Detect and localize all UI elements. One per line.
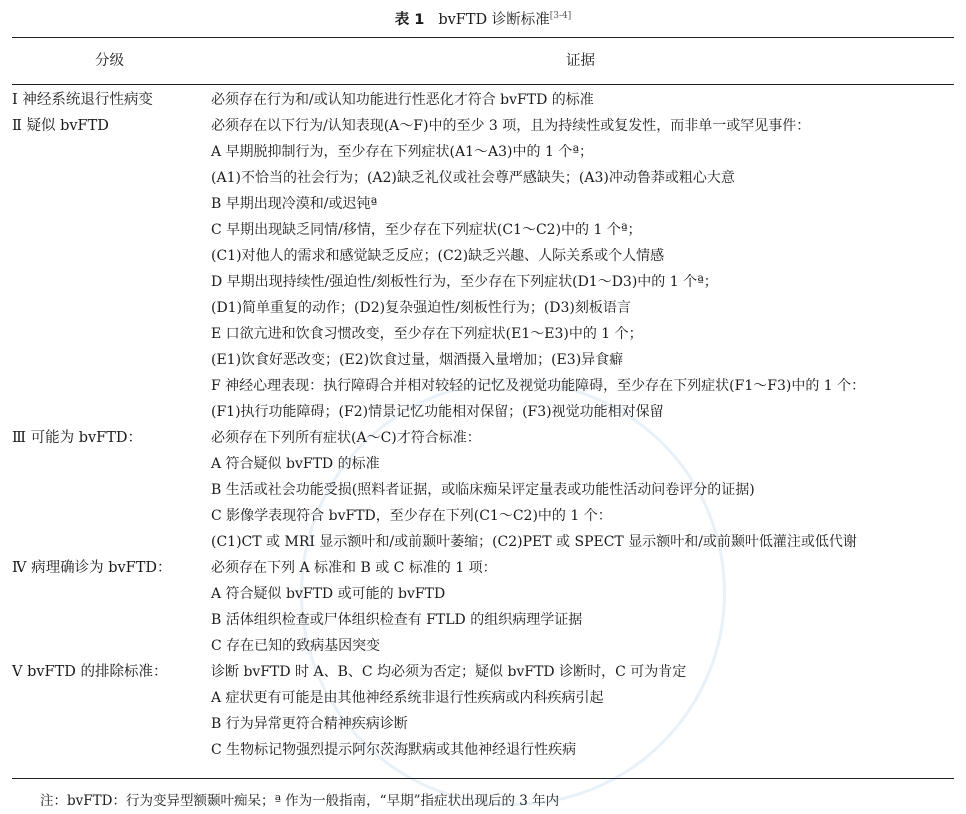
table-title-text: bvFTD 诊断标准 [438, 11, 550, 28]
row-evidence-line: A 症状更有可能是由其他神经系统非退行性疾病或内科疾病引起 [211, 690, 604, 706]
table-reference: [3-4] [549, 11, 572, 21]
row-grade-label: Ⅳ 病理确诊为 bvFTD： [12, 560, 172, 576]
row-evidence-line: (D1)简单重复的动作；(D2)复杂强迫性/刻板性行为；(D3)刻板语言 [211, 300, 631, 316]
row-evidence-line: D 早期出现持续性/强迫性/刻板性行为，至少存在下列症状(D1～D3)中的 1 个ª； [211, 274, 718, 290]
row-evidence-line: 必须存在行为和/或认知功能进行性恶化才符合 bvFTD 的标准 [211, 92, 594, 108]
row-evidence-line: 诊断 bvFTD 时 A、B、C 均必须为否定；疑似 bvFTD 诊断时，C 可为肯定 [211, 664, 687, 680]
row-evidence-line: F 神经心理表现：执行障碍合并相对较轻的记忆及视觉功能障碍，至少存在下列症状(F1～F3)中的 1 个： [211, 378, 866, 394]
row-evidence-line: E 口欲亢进和饮食习惯改变，至少存在下列症状(E1～E3)中的 1 个； [211, 326, 643, 342]
row-evidence-line: B 生活或社会功能受损(照料者证据，或临床痴呆评定量表或功能性活动问卷评分的证据) [211, 482, 755, 498]
table-header-rule [12, 84, 954, 85]
column-header-evidence: 证据 [566, 53, 595, 69]
row-evidence-line: (E1)饮食好恶改变；(E2)饮食过量，烟酒摄入量增加；(E3)异食癖 [211, 352, 624, 368]
row-grade-label: Ⅲ 可能为 bvFTD： [12, 430, 143, 446]
row-grade-label: Ⅰ 神经系统退行性病变 [12, 92, 153, 108]
row-evidence-line: A 早期脱抑制行为，至少存在下列症状(A1～A3)中的 1 个ª； [211, 144, 593, 160]
row-evidence-line: (C1)对他人的需求和感觉缺乏反应；(C2)缺乏兴趣、人际关系或个人情感 [211, 248, 665, 264]
row-evidence-line: 必须存在下列 A 标准和 B 或 C 标准的 1 项： [211, 560, 497, 576]
table-title [0, 6, 966, 30]
row-evidence-line: 必须存在下列所有症状(A～C)才符合标准： [211, 430, 481, 446]
row-evidence-line: B 早期出现冷漠和/或迟钝ª [211, 196, 378, 212]
table-top-rule [12, 37, 954, 38]
row-evidence-line: B 行为异常更符合精神疾病诊断 [211, 716, 408, 732]
row-evidence-line: A 符合疑似 bvFTD 或可能的 bvFTD [211, 586, 446, 602]
row-evidence-line: C 生物标记物强烈提示阿尔茨海默病或其他神经退行性疾病 [211, 742, 577, 758]
table-bottom-rule [12, 778, 954, 779]
column-header-grade: 分级 [95, 53, 124, 69]
row-evidence-line: B 活体组织检查或尸体组织检查有 FTLD 的组织病理学证据 [211, 612, 583, 628]
table-footnote: 注：bvFTD：行为变异型额颞叶痴呆；ª 作为一般指南，“早期”指症状出现后的 3 年内 [40, 793, 560, 809]
row-evidence-line: C 影像学表现符合 bvFTD，至少存在下列(C1～C2)中的 1 个： [211, 508, 612, 524]
table-label: 表 1 [394, 11, 425, 28]
row-grade-label: Ⅴ bvFTD 的排除标准： [12, 664, 168, 680]
row-evidence-line: A 符合疑似 bvFTD 的标准 [211, 456, 380, 472]
row-evidence-line: 必须存在以下行为/认知表现(A～F)中的至少 3 项，且为持续性或复发性，而非单一或罕见事件： [211, 118, 811, 134]
row-evidence-line: C 存在已知的致病基因突变 [211, 638, 381, 654]
row-grade-label: Ⅱ 疑似 bvFTD [12, 118, 109, 134]
row-evidence-line: (C1)CT 或 MRI 显示额叶和/或前颞叶萎缩；(C2)PET 或 SPECT 显示额叶和/或前颞叶低灌注或低代谢 [211, 534, 857, 550]
row-evidence-line: (F1)执行功能障碍；(F2)情景记忆功能相对保留；(F3)视觉功能相对保留 [211, 404, 664, 420]
row-evidence-line: (A1)不恰当的社会行为；(A2)缺乏礼仪或社会尊严感缺失；(A3)冲动鲁莽或粗心大意 [211, 170, 735, 186]
row-evidence-line: C 早期出现缺乏同情/移情，至少存在下列症状(C1～C2)中的 1 个ª； [211, 222, 642, 238]
